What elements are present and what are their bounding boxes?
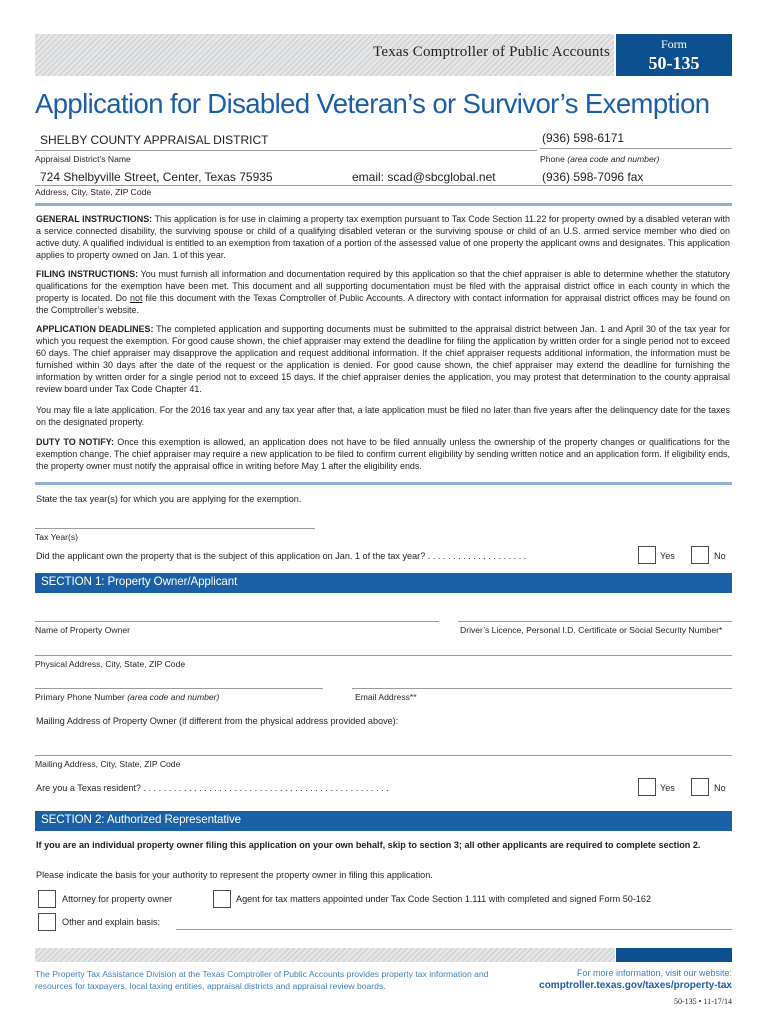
owner-email-caption: Email Address** (355, 692, 417, 702)
other-basis-field[interactable] (176, 929, 732, 930)
ownership-question: Did the applicant own the property that is the subject of this application on Jan. 1 of the tax year? . . . . . . . . . . . . . . . . . . . . (36, 551, 527, 561)
district-address-line (35, 185, 732, 186)
district-phone-field[interactable]: (936) 598-6171 (542, 131, 625, 145)
footer-form-code: 50-135 • 11-17/14 (673, 997, 732, 1006)
section-2-header (35, 811, 732, 831)
owner-id-field[interactable] (458, 621, 732, 622)
footer-description: The Property Tax Assistance Division at the Texas Comptroller of Public Accounts provides property tax information and resources for taxpayers, local taxing entities, appraisal districts and appraisal review boards. (35, 969, 489, 991)
ownership-yes-checkbox[interactable] (638, 546, 656, 564)
footer-band (35, 948, 615, 962)
footer-website-link[interactable]: comptroller.texas.gov/taxes/property-tax (539, 980, 732, 991)
district-address-caption: Address, City, State, ZIP Code (35, 187, 152, 197)
resident-no-label: No (714, 783, 726, 793)
basis-prompt: Please indicate the basis for your authority to represent the property owner in filing this application. (36, 870, 433, 880)
district-phone-caption: Phone (area code and number) (540, 154, 660, 164)
district-name-caption: Appraisal District’s Name (35, 154, 131, 164)
agency-name: Texas Comptroller of Public Accounts (373, 44, 610, 60)
section-2-title: SECTION 2: Authorized Representative (41, 813, 242, 826)
district-address-field[interactable]: 724 Shelbyville Street, Center, Texas 75935 (40, 170, 273, 184)
resident-yes-label: Yes (660, 783, 675, 793)
other-basis-checkbox[interactable] (38, 913, 56, 931)
district-phone-line (540, 148, 732, 149)
form-number-box (616, 34, 732, 76)
tax-year-prompt: State the tax year(s) for which you are applying for the exemption. (36, 494, 302, 504)
owner-id-caption: Driver’s Licence, Personal I.D. Certificate or Social Security Number* (460, 625, 723, 635)
physical-address-field[interactable] (35, 655, 732, 656)
footer-info-text: For more information, visit our website: (576, 968, 732, 978)
owner-phone-caption: Primary Phone Number (area code and number) (35, 692, 220, 702)
district-name-field[interactable]: SHELBY COUNTY APPRAISAL DISTRICT (40, 133, 269, 147)
section-1-title: SECTION 1: Property Owner/Applicant (41, 575, 238, 588)
general-instructions: GENERAL INSTRUCTIONS: This application is for use in claiming a property tax exemption pursuant to Tax Code Section 11.22 for property owned by a disabled veteran with a service connected disability, the surviving spouse or child of a qualifying disabled veteran or the surviving spouse or child of an U.S. armed service member who died on active duty. A qualified individual is entitled to an exemption from taxation of a portion of the assessed value of one property the applicant owns and designates. This application applies to property owned on Jan. 1 of this year. (36, 214, 730, 261)
divider (35, 203, 732, 206)
owner-email-field[interactable] (352, 688, 732, 689)
district-email-field[interactable]: email: scad@sbcglobal.net (352, 170, 496, 184)
page-title: Application for Disabled Veteran’s or Survivor’s Exemption (35, 88, 710, 119)
divider (35, 482, 732, 485)
mailing-address-field[interactable] (35, 755, 732, 756)
form-number: 50-135 (648, 53, 700, 73)
footer-box (616, 948, 732, 962)
section-2-note: If you are an individual property owner filing this application on your own behalf, skip to section 3; all other applicants are required to complete section 2. (36, 840, 701, 850)
mailing-address-caption: Mailing Address, City, State, ZIP Code (35, 759, 181, 769)
application-deadlines: APPLICATION DEADLINES: The completed application and supporting documents must be submitted to the appraisal district between Jan. 1 and April 30 of the tax year for which you request the exemption. For good cause shown, the chief appraiser may extend the deadline for filing the application by written order for a single period not to exceed 60 days. The chief appraiser may disapprove the application and request additional information. If the chief appraiser requests additional information, the information must be furnished within 30 days after the date of the request or the application is denied. For good cause shown, the chief appraiser may extend the deadline for furnishing the information by written order for a single period not to exceed 15 days. If the chief appraiser denies the application, you may protest that determination to the county appraisal review board under Tax Code Chapter 41. (36, 324, 730, 395)
ownership-yes-label: Yes (660, 551, 675, 561)
filing-instructions: FILING INSTRUCTIONS: You must furnish all information and documentation required by this application so that the chief appraiser is able to determine whether the statutory qualifications for the exemption have been met. This document and all supporting documentation must be filed with the appraisal district office in each county in which the property is located. Do not file this document with the Texas Comptroller of Public Accounts. A directory with contact information for appraisal district offices may be found on the Comptroller’s website. (36, 269, 731, 316)
owner-phone-field[interactable] (35, 688, 323, 689)
ownership-no-checkbox[interactable] (691, 546, 709, 564)
tax-year-field[interactable] (35, 528, 315, 529)
duty-to-notify: DUTY TO NOTIFY: Once this exemption is allowed, an application does not have to be filed annually unless the ownership of the property changes or qualifications for the exemption change. The chief appraiser may require a new application to be filed to confirm current eligibility by sending written notice and an application form. If eligibility ends, the property owner must notify the appraisal office in writing before May 1 after the eligibility ends. (36, 437, 730, 472)
agent-checkbox[interactable] (213, 890, 231, 908)
district-fax-field[interactable]: (936) 598-7096 fax (542, 170, 644, 184)
owner-name-caption: Name of Property Owner (35, 625, 131, 635)
late-application: You may file a late application. For the 2016 tax year and any tax year after that, a late application must be filed no later than five years after the delinquency date for the taxes on the designated property. (36, 405, 730, 428)
section-1-header (35, 573, 732, 593)
mailing-address-prompt: Mailing Address of Property Owner (if different from the physical address provided above): (36, 716, 399, 726)
resident-no-checkbox[interactable] (691, 778, 709, 796)
form-label: Form (660, 37, 687, 51)
resident-yes-checkbox[interactable] (638, 778, 656, 796)
agent-label: Agent for tax matters appointed under Tax Code Section 1.111 with completed and signed Form 50-162 (236, 894, 652, 904)
texas-resident-question: Are you a Texas resident? . . . . . . . . . . . . . . . . . . . . . . . . . . . . . . . . . . . . . . . . . . . . . . . . . (36, 783, 389, 793)
ownership-no-label: No (714, 551, 726, 561)
owner-name-field[interactable] (35, 621, 439, 622)
physical-address-caption: Physical Address, City, State, ZIP Code (35, 659, 186, 669)
other-basis-label: Other and explain basis: (62, 917, 161, 927)
district-name-line (35, 150, 537, 151)
tax-year-caption: Tax Year(s) (35, 532, 78, 542)
attorney-checkbox[interactable] (38, 890, 56, 908)
attorney-label: Attorney for property owner (62, 894, 173, 904)
